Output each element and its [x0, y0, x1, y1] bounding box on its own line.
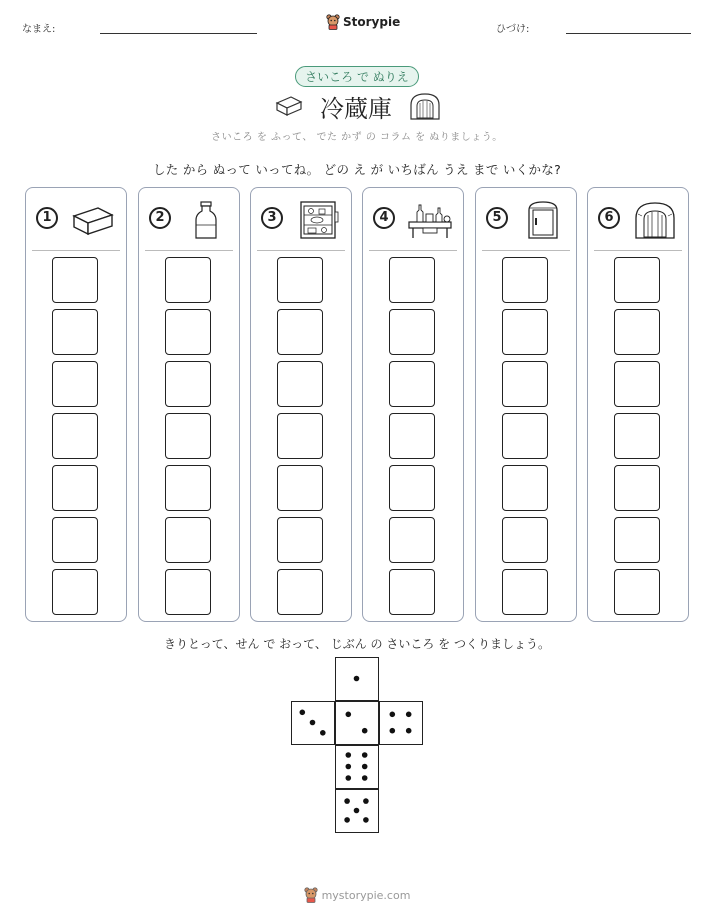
- brand-name: Storypie: [343, 15, 401, 29]
- color-box[interactable]: [52, 361, 98, 407]
- arched-compartment-title-icon: [408, 91, 442, 121]
- activity-badge: さいころ で ぬりえ: [295, 66, 419, 87]
- column-divider: [145, 250, 233, 251]
- dice-pip: [300, 710, 306, 716]
- column-divider: [257, 250, 345, 251]
- date-line[interactable]: [566, 33, 691, 34]
- dice-pip: [362, 764, 368, 770]
- color-box[interactable]: [165, 517, 211, 563]
- dice-pip: [362, 775, 368, 781]
- color-box[interactable]: [502, 517, 548, 563]
- color-box[interactable]: [389, 361, 435, 407]
- color-box[interactable]: [389, 465, 435, 511]
- footer-url: mystorypie.com: [321, 888, 411, 902]
- milk-bottle-icon: [181, 200, 231, 240]
- refrigerator-interior-icon: [293, 200, 343, 240]
- small-fridge-icon: [518, 200, 568, 240]
- color-box[interactable]: [165, 361, 211, 407]
- dice-pip: [354, 808, 360, 814]
- color-box[interactable]: [165, 413, 211, 459]
- color-box[interactable]: [52, 413, 98, 459]
- counter-with-bottles-icon: [405, 200, 455, 240]
- color-box[interactable]: [614, 413, 660, 459]
- color-box[interactable]: [389, 569, 435, 615]
- color-box[interactable]: [165, 257, 211, 303]
- bear-mascot-icon: [304, 887, 318, 903]
- color-box[interactable]: [165, 569, 211, 615]
- subtitle: さいころ を ふって、 でた かず の コラム を ぬりましょう。: [211, 132, 503, 143]
- color-box[interactable]: [277, 517, 323, 563]
- date-label: ひづけ:: [496, 24, 530, 35]
- color-box[interactable]: [614, 361, 660, 407]
- color-box[interactable]: [52, 309, 98, 355]
- color-box[interactable]: [165, 309, 211, 355]
- dice-pip: [346, 712, 352, 718]
- color-box[interactable]: [277, 465, 323, 511]
- column-4: [362, 187, 464, 622]
- color-box[interactable]: [277, 257, 323, 303]
- dice-pip: [310, 720, 316, 726]
- color-box[interactable]: [502, 569, 548, 615]
- dice-pip: [346, 775, 352, 781]
- color-box[interactable]: [614, 257, 660, 303]
- column-6: [587, 187, 689, 622]
- dice-pip: [362, 752, 368, 758]
- page-title: 冷蔵庫: [320, 95, 392, 123]
- column-number: 3: [261, 207, 283, 229]
- color-box[interactable]: [502, 465, 548, 511]
- dice-pip: [346, 752, 352, 758]
- color-box[interactable]: [389, 309, 435, 355]
- color-box[interactable]: [277, 361, 323, 407]
- color-box[interactable]: [165, 465, 211, 511]
- color-box[interactable]: [389, 257, 435, 303]
- column-number: 4: [373, 207, 395, 229]
- brand-logo: [326, 14, 400, 30]
- column-number: 2: [149, 207, 171, 229]
- dice-face-1: [335, 657, 379, 701]
- dice-face-4: [379, 701, 423, 745]
- butter-icon: [68, 200, 118, 240]
- name-line[interactable]: [100, 33, 257, 34]
- column-number: 5: [486, 207, 508, 229]
- instruction: した から ぬって いってね。 どの え が いちばん うえ まで いくかな?: [152, 162, 562, 177]
- dice-pip: [390, 728, 396, 734]
- color-box[interactable]: [614, 309, 660, 355]
- color-box[interactable]: [614, 569, 660, 615]
- color-box[interactable]: [52, 257, 98, 303]
- cut-instruction: きりとって、せん で おって、 じぶん の さいころ を つくりましょう。: [164, 637, 550, 651]
- dice-pip: [363, 817, 369, 823]
- dice-pip: [354, 676, 360, 682]
- color-box[interactable]: [614, 465, 660, 511]
- dice-face-3: [291, 701, 335, 745]
- bear-mascot-icon: [326, 14, 340, 30]
- color-box[interactable]: [389, 517, 435, 563]
- dice-pip: [406, 712, 412, 718]
- color-box[interactable]: [52, 517, 98, 563]
- color-box[interactable]: [502, 309, 548, 355]
- column-divider: [369, 250, 457, 251]
- dice-pip: [390, 712, 396, 718]
- column-divider: [594, 250, 682, 251]
- dice-face-5: [335, 789, 379, 833]
- color-box[interactable]: [502, 413, 548, 459]
- dice-pip: [363, 798, 369, 804]
- color-box[interactable]: [277, 569, 323, 615]
- column-number: 6: [598, 207, 620, 229]
- column-number: 1: [36, 207, 58, 229]
- dice-face-6: [335, 745, 379, 789]
- column-divider: [32, 250, 120, 251]
- dice-pip: [362, 728, 368, 734]
- color-box[interactable]: [389, 413, 435, 459]
- color-box[interactable]: [614, 517, 660, 563]
- column-3: [250, 187, 352, 622]
- dice-pip: [406, 728, 412, 734]
- color-box[interactable]: [502, 361, 548, 407]
- color-box[interactable]: [277, 413, 323, 459]
- footer: [0, 887, 714, 903]
- dice-pip: [320, 730, 326, 736]
- color-box[interactable]: [277, 309, 323, 355]
- color-box[interactable]: [52, 569, 98, 615]
- color-box[interactable]: [52, 465, 98, 511]
- arched-compartment-icon: [630, 200, 680, 240]
- color-box[interactable]: [502, 257, 548, 303]
- dice-pip: [344, 798, 350, 804]
- dice-pip: [346, 764, 352, 770]
- butter-title-icon: [274, 94, 304, 118]
- dice-pip: [344, 817, 350, 823]
- name-label: なまえ:: [22, 24, 56, 35]
- column-divider: [482, 250, 570, 251]
- column-1: [25, 187, 127, 622]
- dice-face-2: [335, 701, 379, 745]
- column-2: [138, 187, 240, 622]
- column-5: [475, 187, 577, 622]
